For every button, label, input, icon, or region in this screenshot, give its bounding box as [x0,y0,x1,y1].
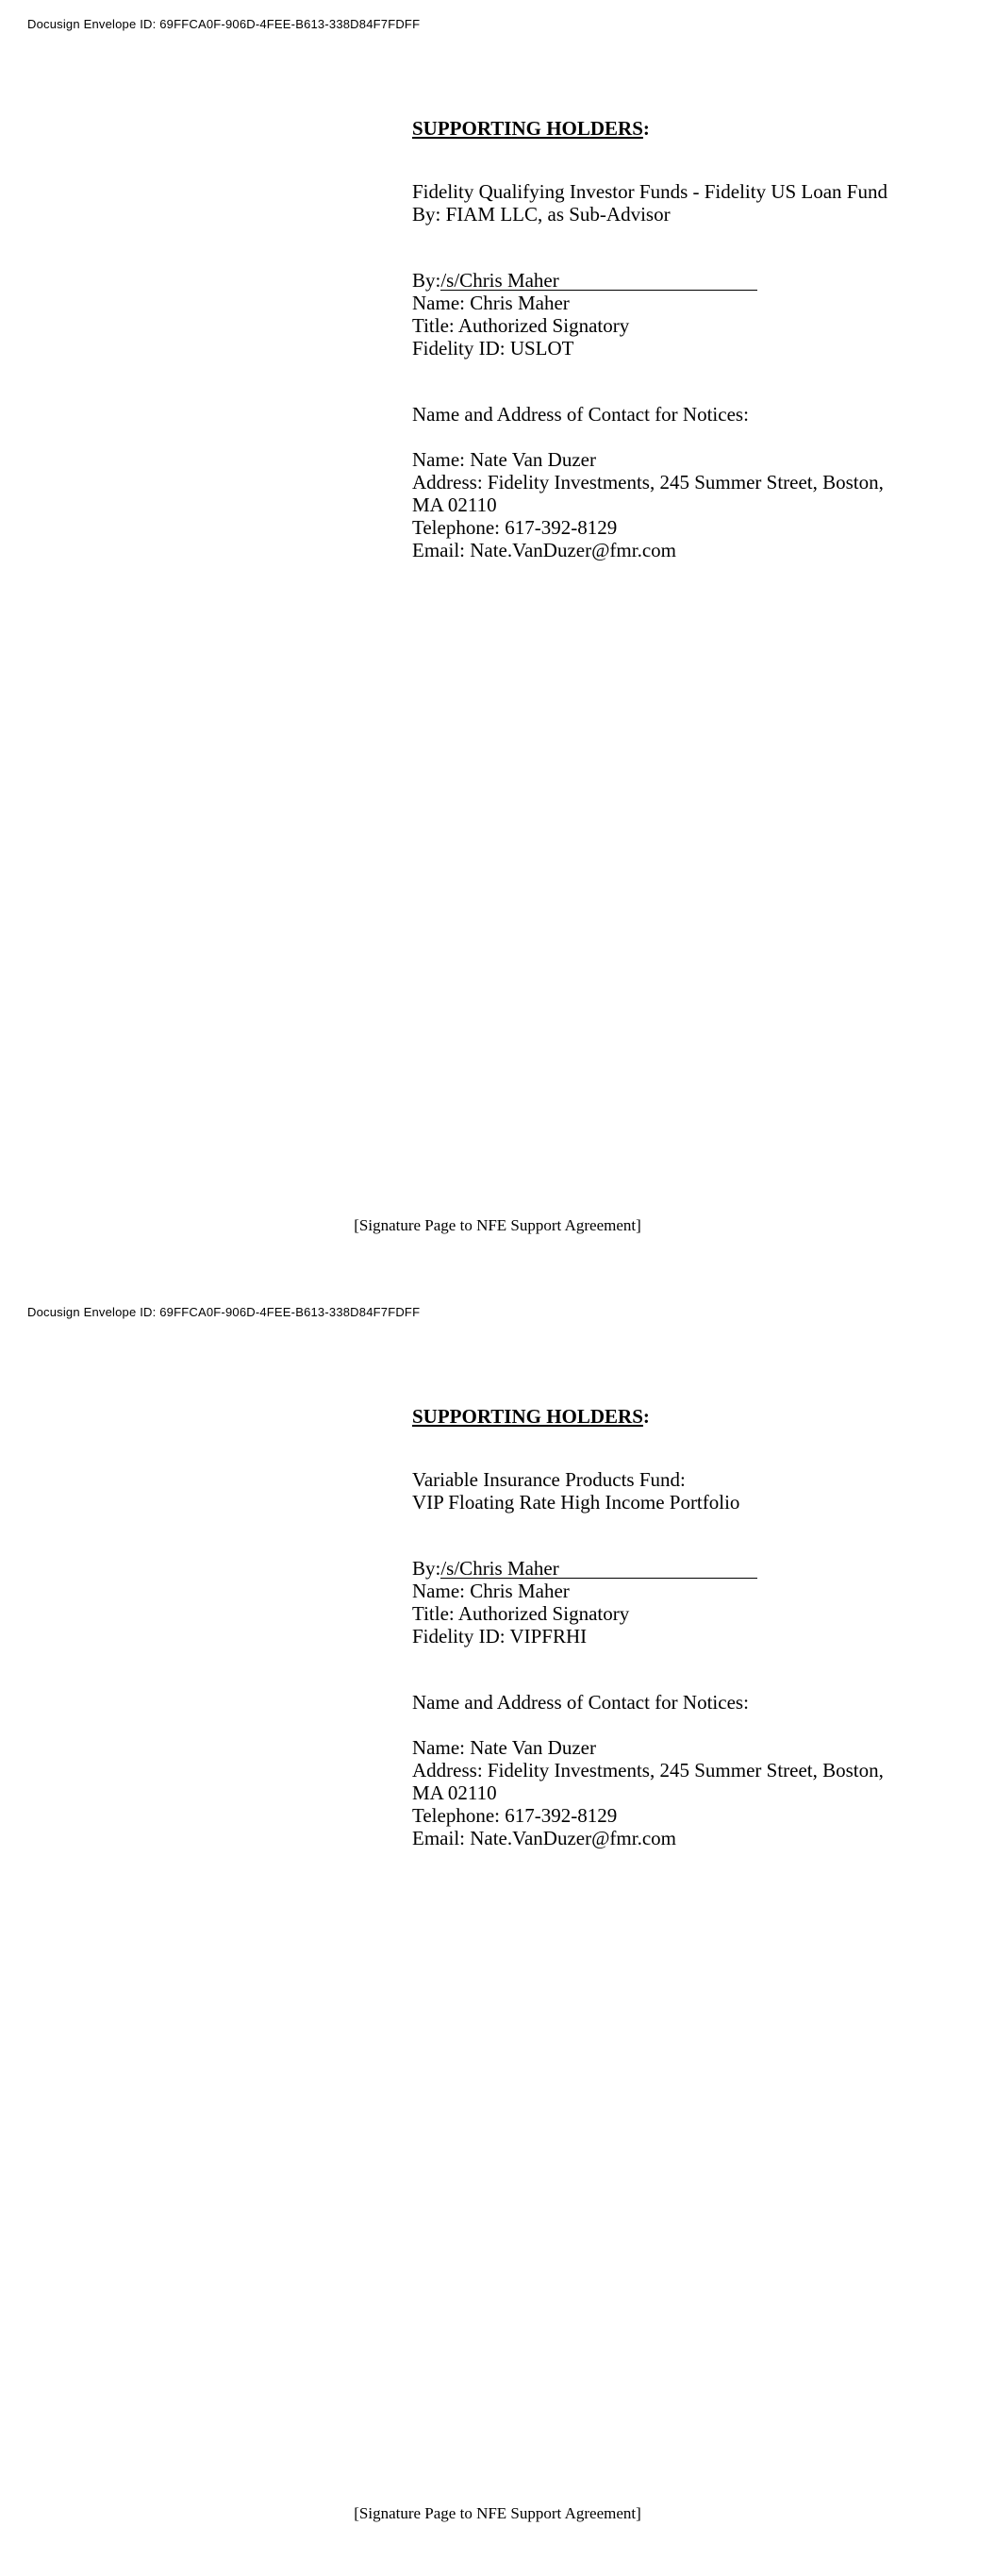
contact-address: Address: Fidelity Investments, 245 Summer Street, Boston, MA 02110 [412,1759,884,1804]
signature-block [412,117,978,561]
heading-text: SUPPORTING HOLDERS [412,1405,643,1428]
heading-colon: : [642,117,650,140]
contact-email: Email: Nate.VanDuzer@fmr.com [412,1827,676,1849]
contact-telephone: Telephone: 617-392-8129 [412,516,618,539]
section-heading [412,1405,978,1428]
contact-address: Address: Fidelity Investments, 245 Summer Street, Boston, MA 02110 [412,471,884,516]
contact-details [412,448,978,561]
contact-details [412,1736,978,1849]
by-label: By: [412,269,441,292]
fidelity-id: Fidelity ID: USLOT [412,337,574,360]
contact-telephone: Telephone: 617-392-8129 [412,1804,618,1827]
entity-name [412,1468,978,1514]
signature-line [412,269,978,292]
heading-colon: : [642,1405,650,1428]
signature-block [412,1405,978,1849]
contact-name: Name: Nate Van Duzer [412,1736,596,1759]
signatory-block [412,269,978,360]
contact-name: Name: Nate Van Duzer [412,448,596,471]
notices-heading: Name and Address of Contact for Notices: [412,1691,749,1714]
signatory-title: Title: Authorized Signatory [412,314,630,337]
signature-value: /s/Chris Maher [440,1559,757,1579]
entity-line-1: Fidelity Qualifying Investor Funds - Fidelity US Loan Fund [412,180,887,203]
page-footer: [Signature Page to NFE Support Agreement] [354,1216,641,1234]
entity-line-2: VIP Floating Rate High Income Portfolio [412,1491,740,1514]
fidelity-id: Fidelity ID: VIPFRHI [412,1625,588,1648]
entity-line-2: By: FIAM LLC, as Sub-Advisor [412,203,671,226]
signatory-name: Name: Chris Maher [412,292,570,314]
entity-name [412,180,978,226]
heading-text: SUPPORTING HOLDERS [412,117,643,140]
signature-page-2 [0,1288,995,2576]
page-footer: [Signature Page to NFE Support Agreement] [354,2504,641,2522]
signature-value: /s/Chris Maher [440,271,757,291]
notices-heading: Name and Address of Contact for Notices: [412,403,749,426]
contact-email: Email: Nate.VanDuzer@fmr.com [412,539,676,561]
entity-line-1: Variable Insurance Products Fund: [412,1468,686,1491]
signatory-name: Name: Chris Maher [412,1580,570,1602]
docusign-envelope-id: Docusign Envelope ID: 69FFCA0F-906D-4FEE-B613-338D84F7FDFF [27,1305,421,1319]
signature-line [412,1557,978,1580]
signatory-title: Title: Authorized Signatory [412,1602,630,1625]
by-label: By: [412,1557,441,1580]
section-heading [412,117,978,140]
signatory-block [412,1557,978,1648]
docusign-envelope-id: Docusign Envelope ID: 69FFCA0F-906D-4FEE-B613-338D84F7FDFF [27,17,421,31]
